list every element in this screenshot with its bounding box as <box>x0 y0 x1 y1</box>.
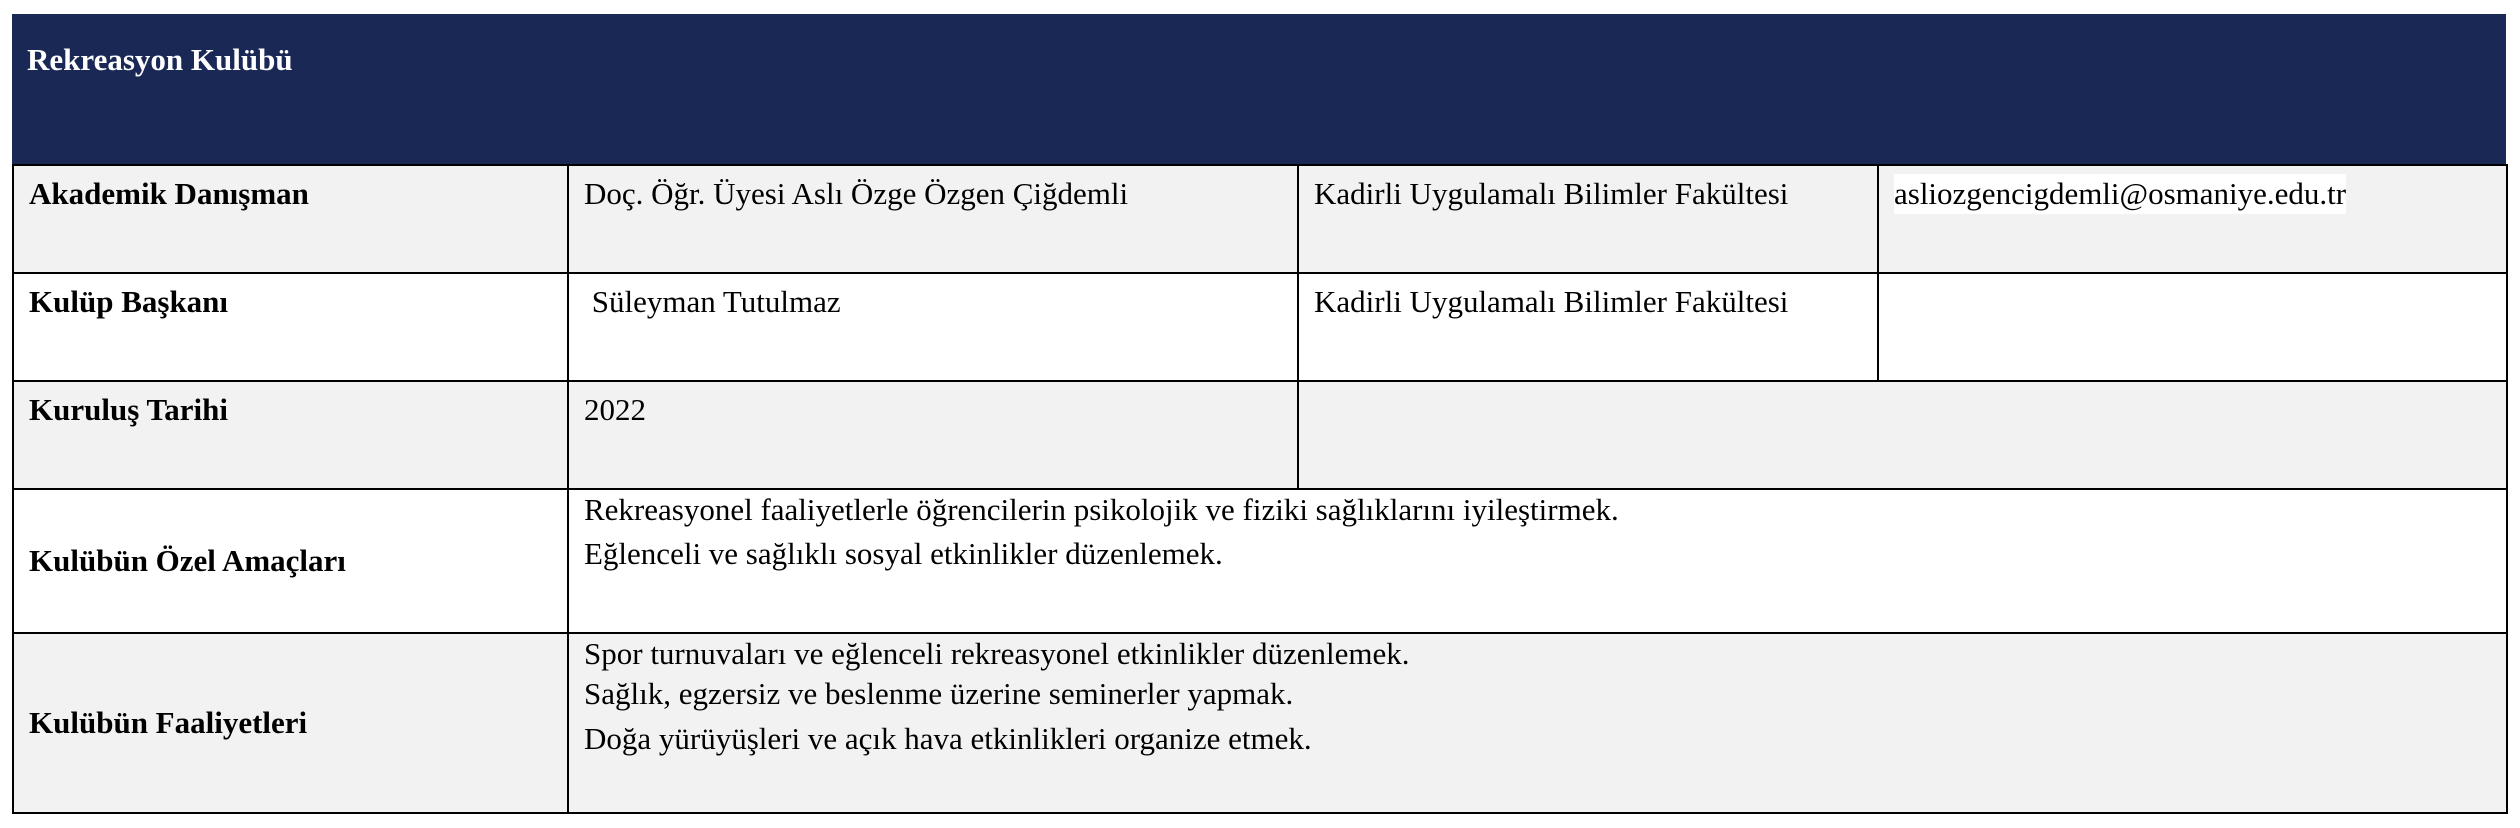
founded-year: 2022 <box>568 381 1298 489</box>
president-extra-cell <box>1878 273 2507 381</box>
president-name-cell <box>568 273 1298 381</box>
goals-line: Eğlenceli ve sağlıklı sosyal etkinlikler düzenlemek. <box>584 536 1223 572</box>
advisor-email-cell <box>1878 165 2507 273</box>
founded-label: Kuruluş Tarihi <box>13 381 568 489</box>
activities-cell <box>568 633 2507 813</box>
activities-line: Sağlık, egzersiz ve beslenme üzerine seminerler yapmak. <box>584 676 1294 712</box>
advisor-name: Doç. Öğr. Üyesi Aslı Özge Özgen Çiğdemli <box>568 165 1298 273</box>
president-name: Süleyman Tutulmaz <box>591 284 841 319</box>
activities-line: Doğa yürüyüşleri ve açık hava etkinlikleri organize etmek. <box>584 720 1312 756</box>
club-info-sheet <box>12 14 2506 814</box>
founded-row <box>13 381 2507 489</box>
club-title-banner <box>12 14 2506 164</box>
goals-line: Rekreasyonel faaliyetlerle öğrencilerin psikolojik ve fiziki sağlıklarını iyileştirmek. <box>584 492 1619 527</box>
goals-label: Kulübün Özel Amaçları <box>13 489 568 633</box>
president-row <box>13 273 2507 381</box>
goals-cell <box>568 489 2507 633</box>
activities-row <box>13 633 2507 813</box>
goals-row <box>13 489 2507 633</box>
advisor-label: Akademik Danışman <box>13 165 568 273</box>
founded-empty-cell <box>1298 381 2507 489</box>
club-info-table <box>12 164 2508 814</box>
activities-label: Kulübün Faaliyetleri <box>13 633 568 813</box>
activities-line: Spor turnuvaları ve eğlenceli rekreasyonel etkinlikler düzenlemek. <box>584 636 1410 671</box>
advisor-email[interactable]: asliozgencigdemli@osmaniye.edu.tr <box>1894 174 2346 214</box>
advisor-row <box>13 165 2507 273</box>
club-title: Rekreasyon Kulübü <box>27 42 293 77</box>
advisor-faculty: Kadirli Uygulamalı Bilimler Fakültesi <box>1298 165 1878 273</box>
president-faculty: Kadirli Uygulamalı Bilimler Fakültesi <box>1298 273 1878 381</box>
president-label: Kulüp Başkanı <box>13 273 568 381</box>
